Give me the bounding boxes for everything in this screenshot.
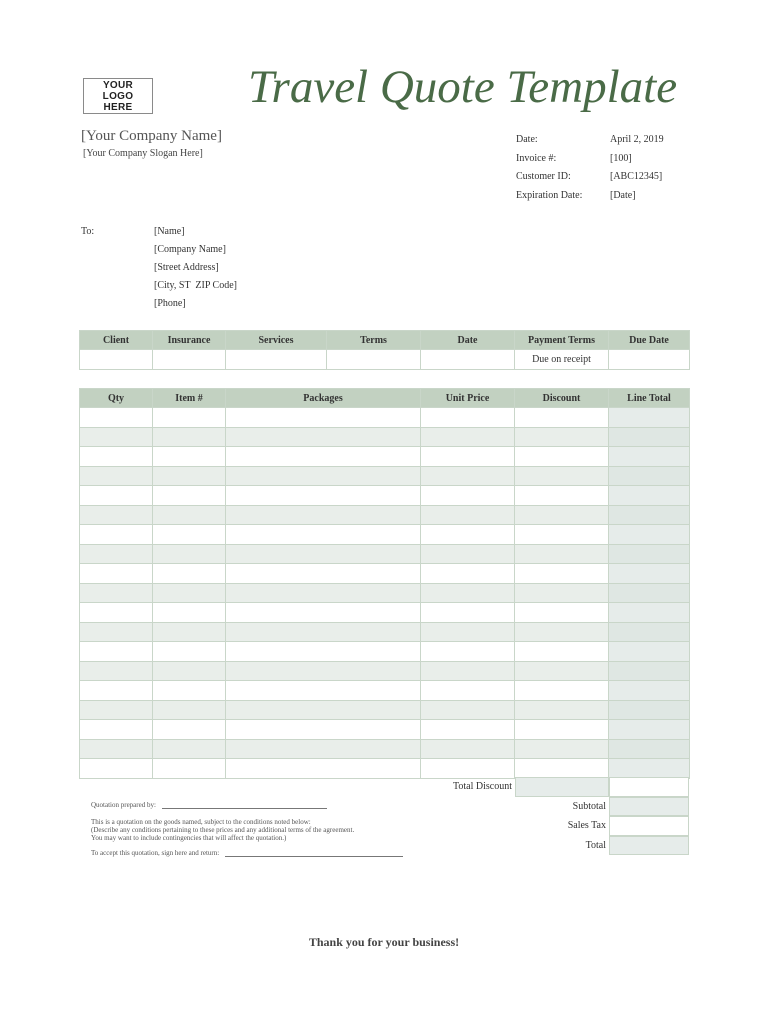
line-total-cell[interactable] <box>609 622 690 642</box>
services-cell[interactable] <box>226 350 327 370</box>
col-header: Insurance <box>153 331 226 350</box>
meta-label: Customer ID: <box>516 171 571 182</box>
discount-cell[interactable] <box>515 661 609 681</box>
line-total-cell[interactable] <box>609 661 690 681</box>
total-discount-value[interactable] <box>515 777 609 797</box>
packages-cell[interactable] <box>226 739 421 759</box>
qty-cell[interactable] <box>80 544 153 564</box>
qty-cell[interactable] <box>80 642 153 662</box>
qty-cell[interactable] <box>80 759 153 779</box>
item-number-cell[interactable] <box>153 408 226 428</box>
date-cell[interactable] <box>421 350 515 370</box>
recipient-street: [Street Address] <box>154 262 219 273</box>
item-number-cell[interactable] <box>153 700 226 720</box>
item-number-cell[interactable] <box>153 447 226 467</box>
col-header: Qty <box>80 389 153 408</box>
qty-cell[interactable] <box>80 447 153 467</box>
discount-cell[interactable] <box>515 447 609 467</box>
packages-cell[interactable] <box>226 759 421 779</box>
packages-cell[interactable] <box>226 603 421 623</box>
unit-price-cell[interactable] <box>421 759 515 779</box>
meta-customer-row <box>516 171 664 190</box>
qty-cell[interactable] <box>80 661 153 681</box>
table-row <box>80 544 690 564</box>
accept-line <box>91 849 403 857</box>
table-row <box>80 486 690 506</box>
table-row <box>80 447 690 467</box>
quote-meta <box>516 134 664 208</box>
payment-terms-cell[interactable]: Due on receipt <box>515 350 609 370</box>
company-logo <box>83 78 153 114</box>
sales-tax-value[interactable] <box>609 816 689 836</box>
items-table <box>79 388 690 779</box>
line-total-cell[interactable] <box>609 486 690 506</box>
discount-cell[interactable] <box>515 739 609 759</box>
meta-value: [Date] <box>610 189 636 201</box>
total-row <box>420 836 689 856</box>
company-slogan: [Your Company Slogan Here] <box>83 148 203 159</box>
item-number-cell[interactable] <box>153 466 226 486</box>
meta-invoice-row <box>516 153 664 172</box>
table-header-row <box>80 389 690 408</box>
sales-tax-row <box>420 816 689 836</box>
total-discount-row <box>420 777 689 797</box>
item-number-cell[interactable] <box>153 622 226 642</box>
col-header: Packages <box>226 389 421 408</box>
table-row <box>80 759 690 779</box>
table-row <box>80 681 690 701</box>
unit-price-cell[interactable] <box>421 720 515 740</box>
subtotal-value[interactable] <box>609 797 689 817</box>
line-total-cell[interactable] <box>609 583 690 603</box>
qty-cell[interactable] <box>80 408 153 428</box>
total-label: Total <box>585 839 606 851</box>
line-total-cell[interactable] <box>609 642 690 662</box>
packages-cell[interactable] <box>226 447 421 467</box>
packages-cell[interactable] <box>226 583 421 603</box>
line-total-cell[interactable] <box>609 759 690 779</box>
item-number-cell[interactable] <box>153 720 226 740</box>
item-number-cell[interactable] <box>153 603 226 623</box>
line-total-cell[interactable] <box>609 447 690 467</box>
qty-cell[interactable] <box>80 564 153 584</box>
line-total-cell[interactable] <box>609 408 690 428</box>
item-number-cell[interactable] <box>153 739 226 759</box>
discount-cell[interactable] <box>515 427 609 447</box>
col-header: Terms <box>327 331 421 350</box>
qty-cell[interactable] <box>80 603 153 623</box>
item-number-cell[interactable] <box>153 427 226 447</box>
item-number-cell[interactable] <box>153 486 226 506</box>
unit-price-cell[interactable] <box>421 700 515 720</box>
unit-price-cell[interactable] <box>421 603 515 623</box>
item-number-cell[interactable] <box>153 759 226 779</box>
unit-price-cell[interactable] <box>421 408 515 428</box>
qty-cell[interactable] <box>80 720 153 740</box>
recipient-phone: [Phone] <box>154 298 186 309</box>
unit-price-cell[interactable] <box>421 427 515 447</box>
packages-cell[interactable] <box>226 427 421 447</box>
table-header-row <box>80 331 690 350</box>
qty-cell[interactable] <box>80 505 153 525</box>
packages-cell[interactable] <box>226 525 421 545</box>
table-row <box>80 408 690 428</box>
discount-cell[interactable] <box>515 583 609 603</box>
table-row <box>80 505 690 525</box>
table-row <box>80 700 690 720</box>
meta-label: Expiration Date: <box>516 189 583 201</box>
prepared-by-signature-line[interactable] <box>162 801 327 809</box>
conditions-line-1: This is a quotation on the goods named, subject to the conditions noted below: <box>91 818 311 826</box>
line-total-cell[interactable] <box>609 505 690 525</box>
table-row <box>80 525 690 545</box>
table-row <box>80 427 690 447</box>
table-row <box>80 661 690 681</box>
discount-cell[interactable] <box>515 720 609 740</box>
accept-signature-line[interactable] <box>225 849 403 857</box>
qty-cell[interactable] <box>80 466 153 486</box>
unit-price-cell[interactable] <box>421 622 515 642</box>
subtotal-row <box>420 797 689 817</box>
table-row <box>80 583 690 603</box>
qty-cell[interactable] <box>80 700 153 720</box>
insurance-cell[interactable] <box>153 350 226 370</box>
packages-cell[interactable] <box>226 700 421 720</box>
meta-expiration-row <box>516 190 664 209</box>
qty-cell[interactable] <box>80 486 153 506</box>
meta-value: [ABC12345] <box>610 171 663 182</box>
item-number-cell[interactable] <box>153 564 226 584</box>
meta-label: Date: <box>516 134 538 145</box>
line-total-cell[interactable] <box>609 525 690 545</box>
meta-value: April 2, 2019 <box>610 134 664 145</box>
packages-cell[interactable] <box>226 564 421 584</box>
accept-label: To accept this quotation, sign here and return: <box>91 849 220 857</box>
due-date-cell[interactable] <box>609 350 690 370</box>
unit-price-cell[interactable] <box>421 505 515 525</box>
col-header: Due Date <box>609 331 690 350</box>
page-title: Travel Quote Template <box>248 61 678 113</box>
line-total-cell[interactable] <box>609 739 690 759</box>
discount-cell[interactable] <box>515 544 609 564</box>
qty-cell[interactable] <box>80 525 153 545</box>
unit-price-cell[interactable] <box>421 564 515 584</box>
unit-price-cell[interactable] <box>421 544 515 564</box>
item-number-cell[interactable] <box>153 583 226 603</box>
table-row <box>80 642 690 662</box>
recipient-company: [Company Name] <box>154 244 226 255</box>
unit-price-cell[interactable] <box>421 486 515 506</box>
packages-cell[interactable] <box>226 505 421 525</box>
discount-cell[interactable] <box>515 700 609 720</box>
table-row <box>80 564 690 584</box>
unit-price-cell[interactable] <box>421 525 515 545</box>
unit-price-cell[interactable] <box>421 642 515 662</box>
line-total-cell[interactable] <box>609 427 690 447</box>
packages-cell[interactable] <box>226 544 421 564</box>
item-number-cell[interactable] <box>153 544 226 564</box>
table-row <box>80 466 690 486</box>
line-total-cell[interactable] <box>609 720 690 740</box>
discount-cell[interactable] <box>515 505 609 525</box>
discount-cell[interactable] <box>515 525 609 545</box>
packages-cell[interactable] <box>226 486 421 506</box>
qty-cell[interactable] <box>80 622 153 642</box>
col-header: Services <box>226 331 327 350</box>
item-number-cell[interactable] <box>153 681 226 701</box>
conditions-line-3: You may want to include contingencies that will affect the quotation.) <box>91 834 287 842</box>
table-row <box>80 720 690 740</box>
table-row <box>80 603 690 623</box>
discount-cell[interactable] <box>515 486 609 506</box>
discount-cell[interactable] <box>515 622 609 642</box>
packages-cell[interactable] <box>226 720 421 740</box>
table-row <box>80 622 690 642</box>
discount-cell[interactable] <box>515 759 609 779</box>
col-header: Discount <box>515 389 609 408</box>
item-number-cell[interactable] <box>153 525 226 545</box>
packages-cell[interactable] <box>226 466 421 486</box>
item-number-cell[interactable] <box>153 505 226 525</box>
discount-cell[interactable] <box>515 681 609 701</box>
qty-cell[interactable] <box>80 739 153 759</box>
recipient-name: [Name] <box>154 226 185 237</box>
line-total-cell[interactable] <box>609 466 690 486</box>
table-row <box>80 350 690 370</box>
meta-date-row <box>516 134 664 153</box>
sales-tax-label: Sales Tax <box>567 820 606 831</box>
company-name: [Your Company Name] <box>81 128 222 144</box>
line-total-cell[interactable] <box>609 564 690 584</box>
table-row <box>80 739 690 759</box>
line-total-cell[interactable] <box>609 544 690 564</box>
item-number-cell[interactable] <box>153 661 226 681</box>
prepared-by-label: Quotation prepared by: <box>91 801 156 809</box>
discount-cell[interactable] <box>515 642 609 662</box>
packages-cell[interactable] <box>226 408 421 428</box>
thank-you-message: Thank you for your business! <box>308 935 460 949</box>
quote-info-table <box>79 330 690 370</box>
unit-price-cell[interactable] <box>421 661 515 681</box>
logo-text: YOUR LOGO HERE <box>102 79 134 113</box>
line-total-cell[interactable] <box>609 700 690 720</box>
to-label: To: <box>81 226 95 237</box>
unit-price-cell[interactable] <box>421 447 515 467</box>
meta-label: Invoice #: <box>516 152 557 164</box>
qty-cell[interactable] <box>80 681 153 701</box>
packages-cell[interactable] <box>226 681 421 701</box>
unit-price-cell[interactable] <box>421 681 515 701</box>
col-header: Unit Price <box>421 389 515 408</box>
recipient-city: [City, ST ZIP Code] <box>154 280 237 291</box>
packages-cell[interactable] <box>226 661 421 681</box>
quote-conditions <box>91 818 354 842</box>
unit-price-cell[interactable] <box>421 583 515 603</box>
conditions-line-2: (Describe any conditions pertaining to these prices and any additional terms of the agreement. <box>91 826 355 834</box>
total-discount-blank <box>609 777 689 797</box>
col-header: Client <box>80 331 153 350</box>
discount-cell[interactable] <box>515 466 609 486</box>
prepared-by-line <box>91 801 327 809</box>
client-cell[interactable] <box>80 350 153 370</box>
qty-cell[interactable] <box>80 427 153 447</box>
col-header: Line Total <box>609 389 690 408</box>
line-total-cell[interactable] <box>609 681 690 701</box>
col-header: Payment Terms <box>515 331 609 350</box>
item-number-cell[interactable] <box>153 642 226 662</box>
col-header: Item # <box>153 389 226 408</box>
terms-cell[interactable] <box>327 350 421 370</box>
discount-cell[interactable] <box>515 564 609 584</box>
packages-cell[interactable] <box>226 622 421 642</box>
packages-cell[interactable] <box>226 642 421 662</box>
col-header: Date <box>421 331 515 350</box>
subtotal-label: Subtotal <box>572 800 606 812</box>
total-value[interactable] <box>609 836 689 856</box>
discount-cell[interactable] <box>515 603 609 623</box>
items-body <box>80 408 690 779</box>
unit-price-cell[interactable] <box>421 739 515 759</box>
recipient-block <box>154 226 237 316</box>
line-total-cell[interactable] <box>609 603 690 623</box>
discount-cell[interactable] <box>515 408 609 428</box>
total-discount-label: Total Discount <box>452 781 512 792</box>
qty-cell[interactable] <box>80 583 153 603</box>
meta-value: [100] <box>610 152 632 164</box>
unit-price-cell[interactable] <box>421 466 515 486</box>
totals-block <box>420 777 689 855</box>
